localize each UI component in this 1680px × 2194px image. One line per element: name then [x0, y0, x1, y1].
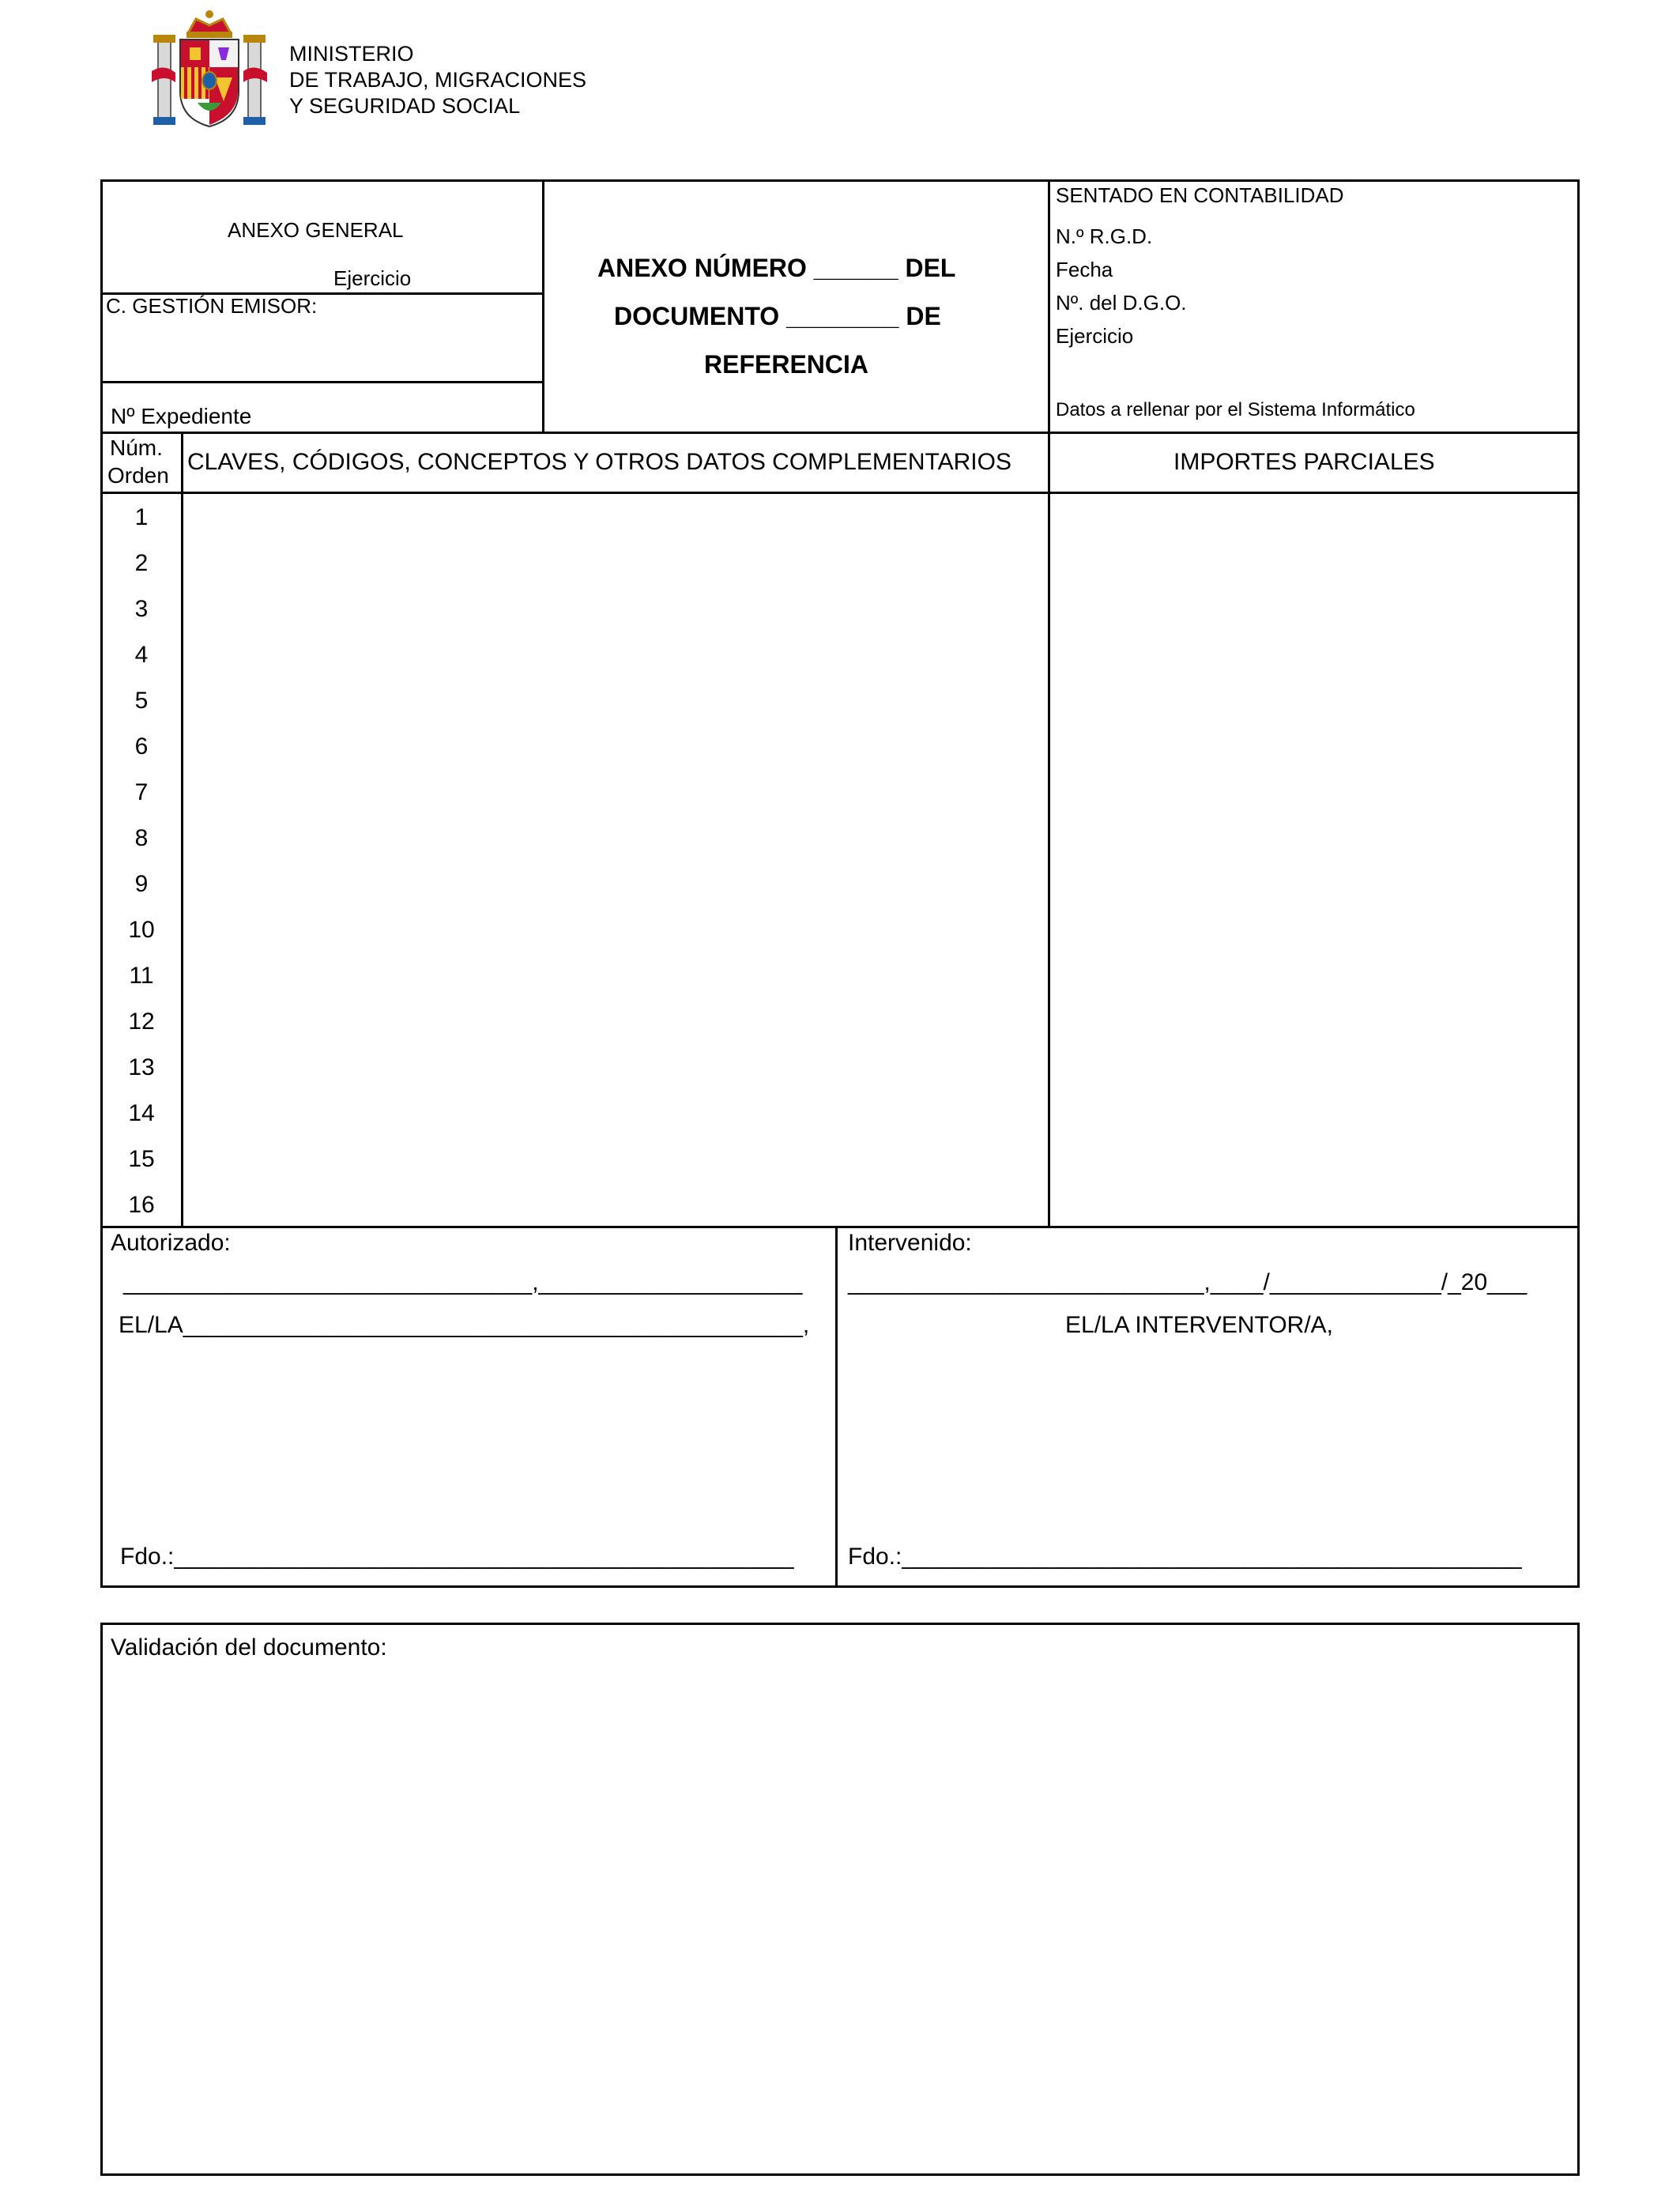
fecha-label: Fecha	[1056, 258, 1113, 281]
ministry-line-1: MINISTERIO	[289, 42, 414, 66]
form-title-line-2: DOCUMENTO ________ DE	[614, 302, 941, 330]
interventor-label: EL/LA INTERVENTOR/A,	[1065, 1312, 1334, 1338]
row-number: 7	[134, 779, 149, 805]
gestion-emisor-label: C. GESTIÓN EMISOR:	[106, 294, 318, 318]
row-number: 5	[134, 688, 149, 714]
intervenido-fdo-line[interactable]: Fdo.:_______________________________________________	[848, 1544, 1522, 1570]
row-number: 3	[134, 596, 149, 622]
coat-of-arms-icon	[150, 8, 269, 130]
header-divider-left	[542, 179, 544, 433]
expediente-label: Nº Expediente	[111, 404, 252, 428]
col-claves-header: CLAVES, CÓDIGOS, CONCEPTOS Y OTROS DATOS COMPLEMENTARIOS	[187, 449, 1011, 475]
rgd-label: N.º R.G.D.	[1056, 224, 1153, 248]
row-number: 4	[134, 642, 149, 668]
row-number: 6	[134, 733, 149, 760]
ministry-line-3: Y SEGURIDAD SOCIAL	[289, 94, 521, 118]
col-num-label-1: Núm.	[110, 435, 163, 460]
intervenido-label: Intervenido:	[848, 1230, 972, 1256]
row-number: 8	[134, 825, 149, 851]
row-number: 1	[134, 504, 149, 530]
form-title-line-3: REFERENCIA	[704, 350, 869, 379]
row-number: 16	[128, 1192, 155, 1218]
autorizado-title-line[interactable]: EL/LA_______________________________________________,	[119, 1312, 810, 1338]
form-title-line-1: ANEXO NÚMERO ______ DEL	[597, 254, 956, 282]
col-num-label-2: Orden	[107, 463, 169, 488]
intervenido-place-date-line[interactable]: ___________________________,____/_____________/_20___	[848, 1269, 1527, 1295]
claves-input-area[interactable]	[183, 494, 1046, 1224]
ministry-line-2: DE TRABAJO, MIGRACIONES	[289, 68, 587, 92]
autorizado-place-date-line[interactable]: _______________________________,____________________	[123, 1269, 803, 1295]
ejercicio-label: Ejercicio	[333, 266, 412, 290]
row-number: 13	[128, 1054, 155, 1080]
row-number: 2	[134, 550, 149, 576]
autorizado-label: Autorizado:	[111, 1230, 231, 1256]
validacion-label: Validación del documento:	[111, 1634, 387, 1661]
dgo-label: Nº. del D.G.O.	[1056, 291, 1187, 315]
sistema-note: Datos a rellenar por el Sistema Informático	[1056, 399, 1415, 420]
signature-divider	[835, 1226, 838, 1588]
importes-input-area[interactable]	[1050, 494, 1578, 1224]
row-number: 10	[128, 917, 155, 943]
row-number: 14	[128, 1100, 155, 1126]
col-importes-header: IMPORTES PARCIALES	[1173, 449, 1435, 475]
autorizado-fdo-line[interactable]: Fdo.:_______________________________________________	[120, 1544, 794, 1570]
validacion-box[interactable]	[100, 1623, 1580, 2176]
anexo-general-label: ANEXO GENERAL	[228, 218, 404, 242]
row-number: 11	[129, 963, 154, 989]
header-left-divider-2	[100, 381, 544, 383]
header-bottom-line	[100, 432, 1580, 434]
row-number: 12	[128, 1008, 155, 1035]
contabilidad-ejercicio-label: Ejercicio	[1056, 324, 1134, 348]
contabilidad-heading: SENTADO EN CONTABILIDAD	[1056, 183, 1344, 207]
row-number: 15	[128, 1146, 155, 1172]
row-number: 9	[134, 871, 149, 897]
table-bottom-line	[100, 1226, 1580, 1228]
